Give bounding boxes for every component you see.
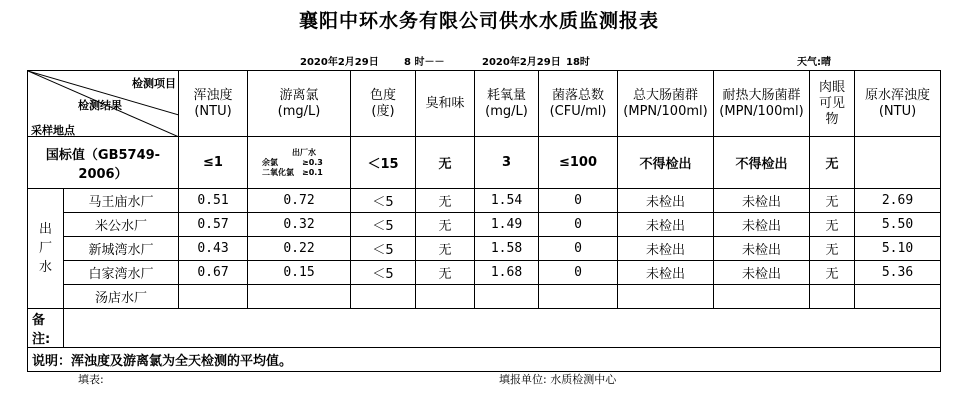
cell-coliform: 未检出 (618, 189, 714, 213)
cell-color: ＜5 (351, 189, 416, 213)
remarks-value (64, 309, 941, 348)
cell-color: ＜5 (351, 261, 416, 285)
standard-raw-turbidity (855, 137, 941, 189)
filler-label: 填表: (78, 373, 104, 386)
standard-chlorine: 出厂水 余氯 ≥0.3 二氧化氯 ≥0.1 (248, 137, 351, 189)
standard-visible: 无 (810, 137, 855, 189)
weather: 天气:晴 (797, 57, 831, 68)
plant-name: 新城湾水厂 (64, 237, 179, 261)
cell-odor: 无 (416, 261, 475, 285)
cell-colony (539, 285, 618, 309)
col-header-turbidity: 浑浊度 (NTU) (179, 71, 248, 137)
cell-oxygen: 1.54 (475, 189, 539, 213)
cell-turbidity (179, 285, 248, 309)
cell-coliform: 未检出 (618, 213, 714, 237)
cell-oxygen (475, 285, 539, 309)
plant-name: 马王庙水厂 (64, 189, 179, 213)
cell-odor (416, 285, 475, 309)
cell-turbidity: 0.57 (179, 213, 248, 237)
cell-visible: 无 (810, 237, 855, 261)
note-row (28, 348, 941, 372)
cell-colony: 0 (539, 261, 618, 285)
col-header-color: 色度 (度) (351, 71, 416, 137)
cell-coliform (618, 285, 714, 309)
standard-colony: ≤100 (539, 137, 618, 189)
col-header-raw-turbidity: 原水浑浊度 (NTU) (855, 71, 941, 137)
col-header-odor: 臭和味 (416, 71, 475, 137)
cell-thermo-coliform: 未检出 (714, 189, 810, 213)
col-header-visible: 肉眼可见物 (810, 71, 855, 137)
cell-turbidity: 0.51 (179, 189, 248, 213)
cell-oxygen: 1.49 (475, 213, 539, 237)
cell-chlorine: 0.32 (248, 213, 351, 237)
cell-colony: 0 (539, 237, 618, 261)
cell-turbidity: 0.43 (179, 237, 248, 261)
cell-chlorine: 0.15 (248, 261, 351, 285)
standard-row (28, 137, 941, 189)
col-header-chlorine: 游离氯 (mg/L) (248, 71, 351, 137)
cell-thermo-coliform: 未检出 (714, 237, 810, 261)
group-label-outlet-water: 出 厂 水 (28, 189, 64, 309)
cell-visible: 无 (810, 213, 855, 237)
cell-chlorine (248, 285, 351, 309)
cell-chlorine: 0.22 (248, 237, 351, 261)
header-row (28, 71, 941, 137)
corner-item-label: 检测项目 (132, 77, 176, 90)
standard-label: 国标值（GB5749-2006） (28, 137, 179, 189)
cell-colony: 0 (539, 189, 618, 213)
cell-chlorine: 0.72 (248, 189, 351, 213)
plant-name: 白家湾水厂 (64, 261, 179, 285)
cell-raw-turbidity: 5.10 (855, 237, 941, 261)
cell-color: ＜5 (351, 237, 416, 261)
cell-turbidity: 0.67 (179, 261, 248, 285)
table-row (28, 237, 941, 261)
table-row (28, 261, 941, 285)
report-title: 襄阳中环水务有限公司供水水质监测报表 (298, 10, 659, 32)
cell-odor: 无 (416, 189, 475, 213)
cell-color (351, 285, 416, 309)
quality-table (27, 70, 941, 372)
corner-site-label: 采样地点 (31, 124, 75, 137)
cell-visible: 无 (810, 261, 855, 285)
cell-color: ＜5 (351, 213, 416, 237)
standard-color: ＜15 (351, 137, 416, 189)
reporting-unit: 填报单位: 水质检测中心 (499, 373, 617, 386)
col-header-oxygen: 耗氧量 (mg/L) (475, 71, 539, 137)
table-row (28, 189, 941, 213)
end-time: 18时 (566, 57, 590, 68)
start-time: 8 时－－ (404, 57, 445, 68)
header-corner (28, 71, 179, 137)
col-header-thermo-coliform: 耐热大肠菌群 (MPN/100ml) (714, 71, 810, 137)
cell-odor: 无 (416, 237, 475, 261)
plant-name: 汤店水厂 (64, 285, 179, 309)
cell-coliform: 未检出 (618, 237, 714, 261)
start-date: 2020年2月29日 (300, 57, 379, 68)
cell-odor: 无 (416, 213, 475, 237)
plant-name: 米公水厂 (64, 213, 179, 237)
note-text: 说明：浑浊度及游离氯为全天检测的平均值。 (28, 348, 941, 372)
cell-thermo-coliform (714, 285, 810, 309)
table-row (28, 213, 941, 237)
cell-thermo-coliform: 未检出 (714, 261, 810, 285)
cell-visible (810, 285, 855, 309)
cell-thermo-coliform: 未检出 (714, 213, 810, 237)
cell-raw-turbidity: 2.69 (855, 189, 941, 213)
remarks-label: 备注: (28, 309, 64, 348)
cell-colony: 0 (539, 213, 618, 237)
cell-raw-turbidity: 5.36 (855, 261, 941, 285)
cell-oxygen: 1.68 (475, 261, 539, 285)
cell-oxygen: 1.58 (475, 237, 539, 261)
cell-coliform: 未检出 (618, 261, 714, 285)
end-date: 2020年2月29日 (482, 57, 561, 68)
standard-odor: 无 (416, 137, 475, 189)
cell-raw-turbidity: 5.50 (855, 213, 941, 237)
remarks-row (28, 309, 941, 348)
cell-raw-turbidity (855, 285, 941, 309)
col-header-colony: 菌落总数 (CFU/ml) (539, 71, 618, 137)
standard-coliform: 不得检出 (618, 137, 714, 189)
standard-oxygen: 3 (475, 137, 539, 189)
standard-thermo-coliform: 不得检出 (714, 137, 810, 189)
cell-visible: 无 (810, 189, 855, 213)
table-row (28, 285, 941, 309)
standard-turbidity: ≤1 (179, 137, 248, 189)
col-header-coliform: 总大肠菌群 (MPN/100ml) (618, 71, 714, 137)
corner-result-label: 检测结果 (78, 99, 122, 112)
